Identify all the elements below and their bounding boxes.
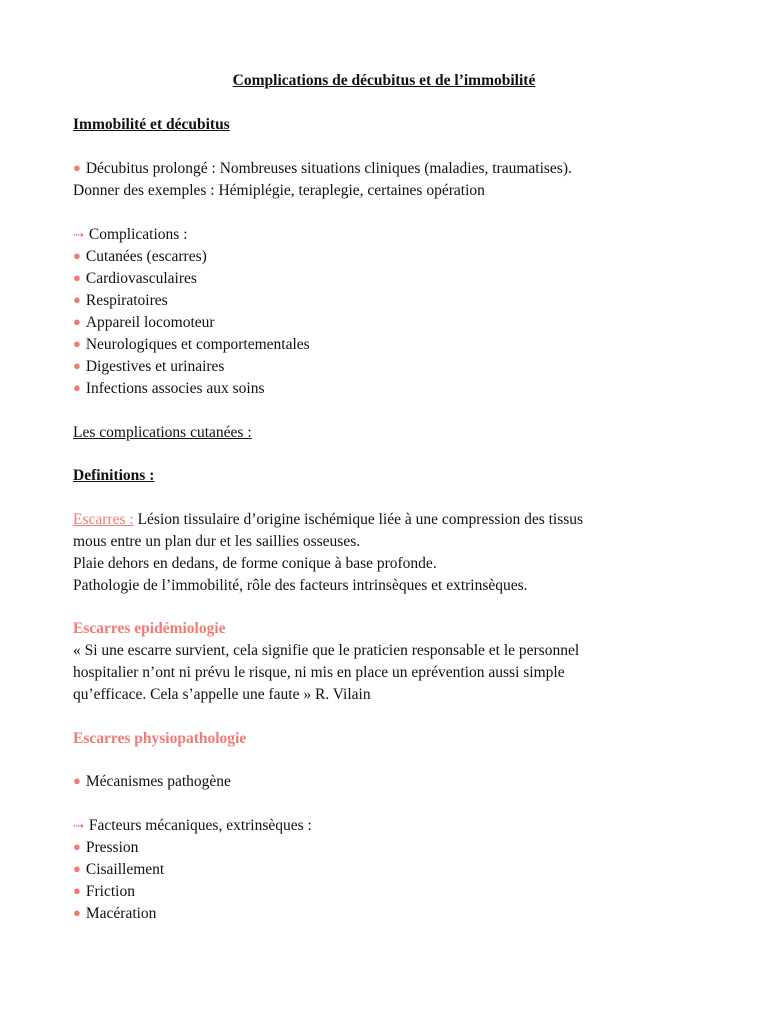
quote-line-1: « Si une escarre survient, cela signifie que le praticien responsable et le personnel (73, 642, 580, 659)
list-item-text: Respiratoires (85, 292, 168, 309)
complications-label-line (73, 225, 188, 245)
escarres-def-line-3: Plaie dehors en dedans, de forme conique à base profonde. (73, 555, 437, 572)
list-item (73, 313, 215, 333)
escarres-definition-line (73, 510, 583, 530)
bullet-icon: ● (73, 248, 81, 263)
quote-line-3: qu’efficace. Cela s’appelle une faute » R. Vilain (73, 686, 371, 703)
bullet-icon: ● (73, 905, 81, 920)
list-item (73, 860, 164, 880)
bullet-icon: ● (73, 839, 81, 854)
document-title: Complications de décubitus et de l’immobilité (232, 72, 536, 89)
list-item-text: Pression (85, 839, 139, 856)
list-item (73, 379, 265, 399)
bullet-icon: ● (73, 336, 81, 351)
list-item-text: Cardiovasculaires (85, 270, 197, 287)
list-item (73, 357, 224, 377)
escarres-def-text: Lésion tissulaire d’origine ischémique liée à une compression des tissus (137, 511, 584, 528)
cutaneous-heading: Les complications cutanées : (73, 424, 252, 441)
examples-line: Donner des exemples : Hémiplégie, teraplegie, certaines opération (73, 182, 485, 199)
list-item (73, 838, 138, 858)
bullet-icon: ● (73, 883, 81, 898)
epidemiology-heading: Escarres epidémiologie (73, 620, 226, 637)
list-item (73, 269, 197, 289)
list-item (73, 335, 310, 355)
escarres-def-line-2: mous entre un plan dur et les saillies osseuses. (73, 533, 361, 550)
decubitus-line (73, 159, 572, 179)
bullet-icon: ● (73, 270, 81, 285)
physiopathology-heading: Escarres physiopathologie (73, 730, 247, 747)
list-item-text: Digestives et urinaires (85, 358, 225, 375)
bullet-icon: ● (73, 292, 81, 307)
list-item (73, 291, 168, 311)
bullet-icon: ● (73, 861, 81, 876)
complications-label: Complications : (88, 226, 188, 243)
dotted-arrow-icon: ⇢ (73, 227, 83, 242)
definitions-heading: Definitions : (73, 467, 155, 484)
quote-line-2: hospitalier n’ont ni prévu le risque, ni mis en place un eprévention aussi simple (73, 664, 565, 681)
list-item-text: Appareil locomoteur (85, 314, 215, 331)
list-item-text: Neurologiques et comportementales (85, 336, 310, 353)
list-item-text: Infections associes aux soins (85, 380, 265, 397)
bullet-icon: ● (73, 358, 81, 373)
bullet-icon: ● (73, 380, 81, 395)
escarres-label: Escarres : (73, 511, 134, 528)
list-item (73, 247, 207, 267)
dotted-arrow-icon: ⇢ (73, 818, 83, 833)
list-item-text: Friction (85, 883, 135, 900)
mechanisms-text: Mécanismes pathogène (85, 773, 231, 790)
list-item-text: Macération (85, 905, 157, 922)
list-item (73, 882, 135, 902)
list-item-text: Cutanées (escarres) (85, 248, 207, 265)
factors-label-line (73, 816, 312, 836)
bullet-icon: ● (73, 773, 81, 788)
escarres-def-line-4: Pathologie de l’immobilité, rôle des facteurs intrinsèques et extrinsèques. (73, 577, 528, 594)
section-heading-immobilite: Immobilité et décubitus (73, 116, 230, 133)
list-item-text: Cisaillement (85, 861, 165, 878)
bullet-icon: ● (73, 160, 81, 175)
decubitus-text: Décubitus prolongé : Nombreuses situations cliniques (maladies, traumatises). (85, 160, 572, 177)
factors-label: Facteurs mécaniques, extrinsèques : (88, 817, 312, 834)
mechanisms-line (73, 772, 231, 792)
bullet-icon: ● (73, 314, 81, 329)
list-item (73, 904, 156, 924)
